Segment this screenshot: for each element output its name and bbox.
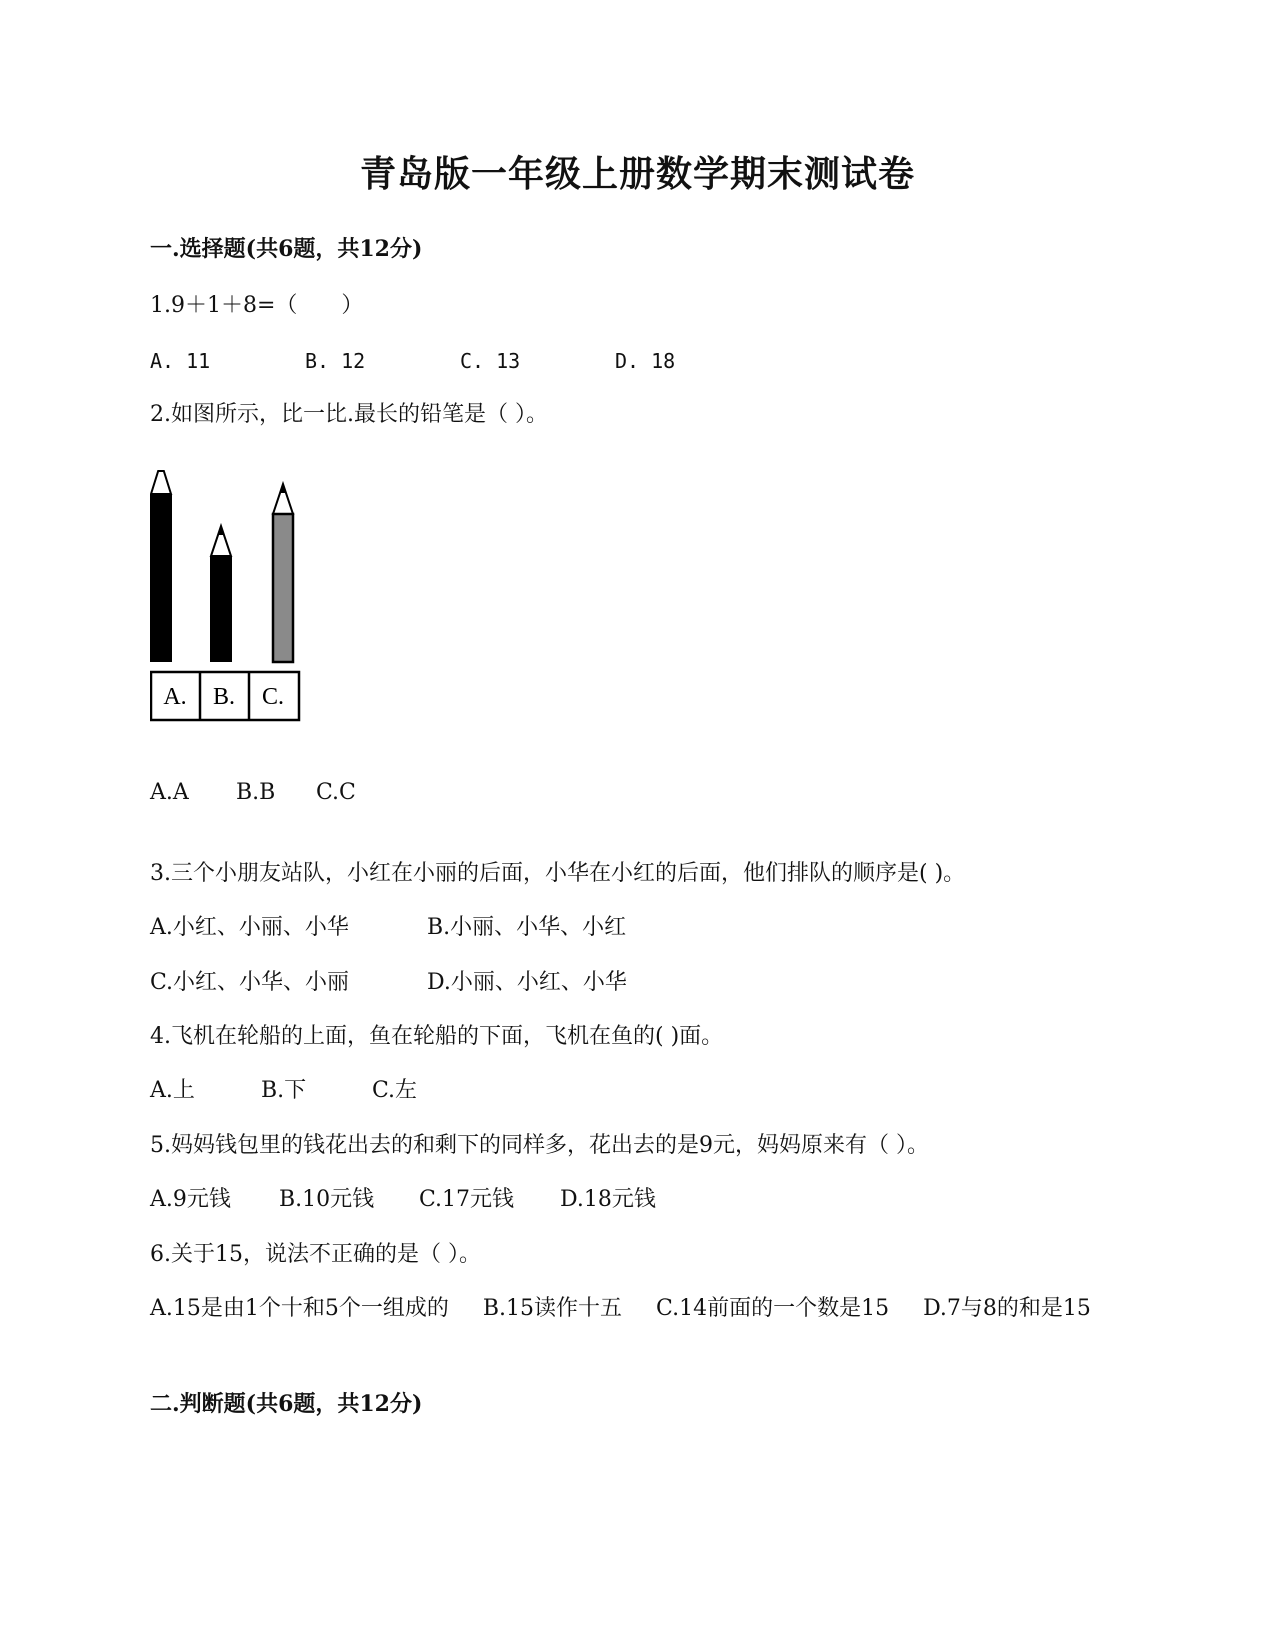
figure-label-c: C. — [261, 684, 285, 710]
option-d: D.小丽、小红、小华 — [427, 970, 627, 995]
option-c: C.左 — [372, 1078, 418, 1103]
option-c: C.17元钱 — [419, 1187, 515, 1212]
option-a: A. 11 — [150, 349, 211, 373]
page-title: 青岛版一年级上册数学期末测试卷 — [359, 153, 915, 195]
question-3: 3.三个小朋友站队，小红在小丽的后面，小华在小红的后面，他们排队的顺序是( )。 — [150, 861, 966, 886]
pencils-illustration — [150, 470, 310, 730]
question-4: 4.飞机在轮船的上面，鱼在轮船的下面，飞机在鱼的( )面。 — [150, 1024, 724, 1049]
option-c: C. 13 — [460, 349, 521, 373]
option-d: D.7与8的和是15 — [923, 1296, 1091, 1321]
question-2: 2.如图所示，比一比.最长的铅笔是（ ）。 — [150, 402, 548, 427]
option-a: A.上 — [150, 1078, 195, 1103]
option-b: B.10元钱 — [279, 1187, 375, 1212]
option-c: C.小红、小华、小丽 — [150, 970, 350, 995]
question-1: 1.9＋1＋8=（ ） — [150, 293, 364, 318]
option-a: A.A — [150, 780, 189, 805]
option-a: A.15是由1个十和5个一组成的 — [150, 1296, 449, 1321]
option-b: B. 12 — [305, 349, 366, 373]
option-c: C.14前面的一个数是15 — [656, 1296, 890, 1321]
option-b: B.下 — [261, 1078, 307, 1103]
option-d: D.18元钱 — [560, 1187, 656, 1212]
option-a: A.9元钱 — [150, 1187, 231, 1212]
option-a: A.小红、小丽、小华 — [150, 915, 349, 940]
section-heading-true-false: 二.判断题(共6题，共12分) — [150, 1391, 423, 1417]
option-b: B.B — [236, 780, 276, 805]
question-5: 5.妈妈钱包里的钱花出去的和剩下的同样多，花出去的是9元，妈妈原来有（ ）。 — [150, 1133, 929, 1158]
question-6-options — [150, 1293, 1125, 1325]
figure-label-b: B. — [212, 684, 236, 710]
option-b: B.15读作十五 — [482, 1296, 623, 1321]
option-b: B.小丽、小华、小红 — [427, 915, 627, 940]
option-c: C.C — [316, 780, 356, 805]
option-d: D. 18 — [615, 349, 676, 373]
pencil-c — [273, 484, 293, 662]
section-heading-choice: 一.选择题(共6题，共12分) — [150, 236, 423, 262]
figure-label-a: A. — [163, 684, 187, 710]
question-6: 6.关于15，说法不正确的是（ ）。 — [150, 1242, 481, 1267]
pencil-b — [210, 526, 232, 662]
pencils-figure — [150, 470, 310, 734]
pencil-a — [150, 470, 172, 662]
